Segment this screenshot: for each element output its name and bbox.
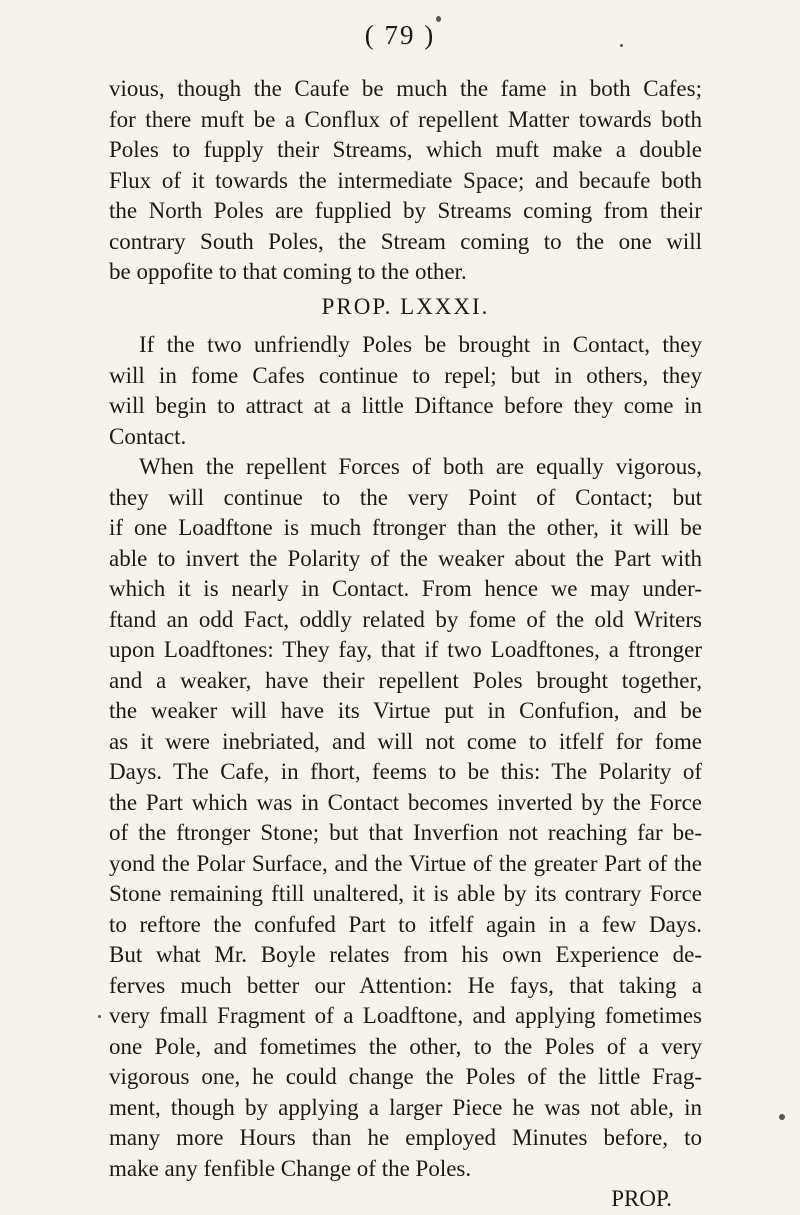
text-line: yond the Polar Surface, and the Virtue of the greater Part of the — [109, 850, 702, 876]
text-line: If the two unfriendly Poles be brought in Contact, they — [139, 332, 702, 357]
page-number: ( 79 ) — [364, 20, 436, 50]
text-line: the Part which was in Contact becomes inverted by the Force — [109, 789, 702, 815]
text-line: many more Hours than he employed Minutes before, to — [109, 1125, 702, 1150]
catchword: PROP. — [611, 1186, 672, 1211]
text-line: Flux of it towards the intermediate Space; and becaufe both — [109, 167, 702, 193]
text-line: they will continue to the very Point of Contact; but — [109, 484, 702, 510]
text-line: able to invert the Polarity of the weaker about the Part with — [109, 545, 702, 571]
text-line: When the repellent Forces of both are equally vigorous, — [139, 454, 702, 479]
text-line: if one Loadftone is much ftronger than the other, it will be — [109, 515, 702, 540]
text-line: for there muft be a Conflux of repellent Matter towards both — [109, 106, 702, 132]
text-line: the weaker will have its Virtue put in Confufion, and be — [109, 698, 702, 723]
text-line: very fmall Fragment of a Loadftone, and applying fometimes — [109, 1003, 702, 1028]
text-line: contrary South Poles, the Stream coming to the one will — [109, 228, 702, 254]
text-line: ferves much better our Attention: He fays, that taking a — [109, 972, 702, 998]
text-line: But what Mr. Boyle relates from his own Experience de- — [109, 942, 702, 967]
proposition-heading: PROP. LXXXI. — [321, 293, 490, 319]
text-line: Poles to fupply their Streams, which muft make a double — [109, 137, 702, 162]
text-line: which it is nearly in Contact. From hence we may under- — [109, 576, 702, 601]
text-line: will begin to attract at a little Diftance before they come in — [109, 393, 702, 418]
text-line: ment, though by applying a larger Piece he was not able, in — [109, 1094, 702, 1120]
paper-speck — [620, 44, 623, 47]
text-line: and a weaker, have their repellent Poles brought together, — [109, 667, 702, 693]
text-line: Contact. — [109, 423, 187, 449]
text-line: one Pole, and fometimes the other, to the Poles of a very — [109, 1033, 702, 1059]
text-line: will in fome Cafes continue to repel; but in others, they — [109, 362, 702, 388]
text-line: as it were inebriated, and will not come to itfelf for fome — [109, 728, 702, 754]
text-line: vigorous one, he could change the Poles of the little Frag- — [109, 1064, 702, 1089]
paper-speck — [779, 1114, 785, 1120]
text-line: upon Loadftones: They fay, that if two Loadftones, a ftronger — [109, 637, 702, 662]
text-line: Stone remaining ftill unaltered, it is able by its contrary Force — [109, 881, 702, 906]
text-line: the North Poles are fupplied by Streams coming from their — [109, 198, 702, 223]
body-text — [109, 74, 702, 1215]
text-line: ftand an odd Fact, oddly related by fome of the old Writers — [109, 606, 702, 632]
text-line: vious, though the Caufe be much the fame in both Cafes; — [109, 76, 702, 101]
text-line: make any fenfible Change of the Poles. — [109, 1155, 472, 1181]
text-line: be oppofite to that coming to the other. — [109, 259, 467, 284]
paper-speck — [436, 16, 441, 22]
paper-speck — [98, 1015, 101, 1018]
text-line: Days. The Cafe, in fhort, feems to be this: The Polarity of — [109, 759, 702, 784]
text-line: of the ftronger Stone; but that Inverfion not reaching far be- — [109, 820, 702, 845]
text-line: to reftore the confufed Part to itfelf again in a few Days. — [109, 911, 702, 937]
